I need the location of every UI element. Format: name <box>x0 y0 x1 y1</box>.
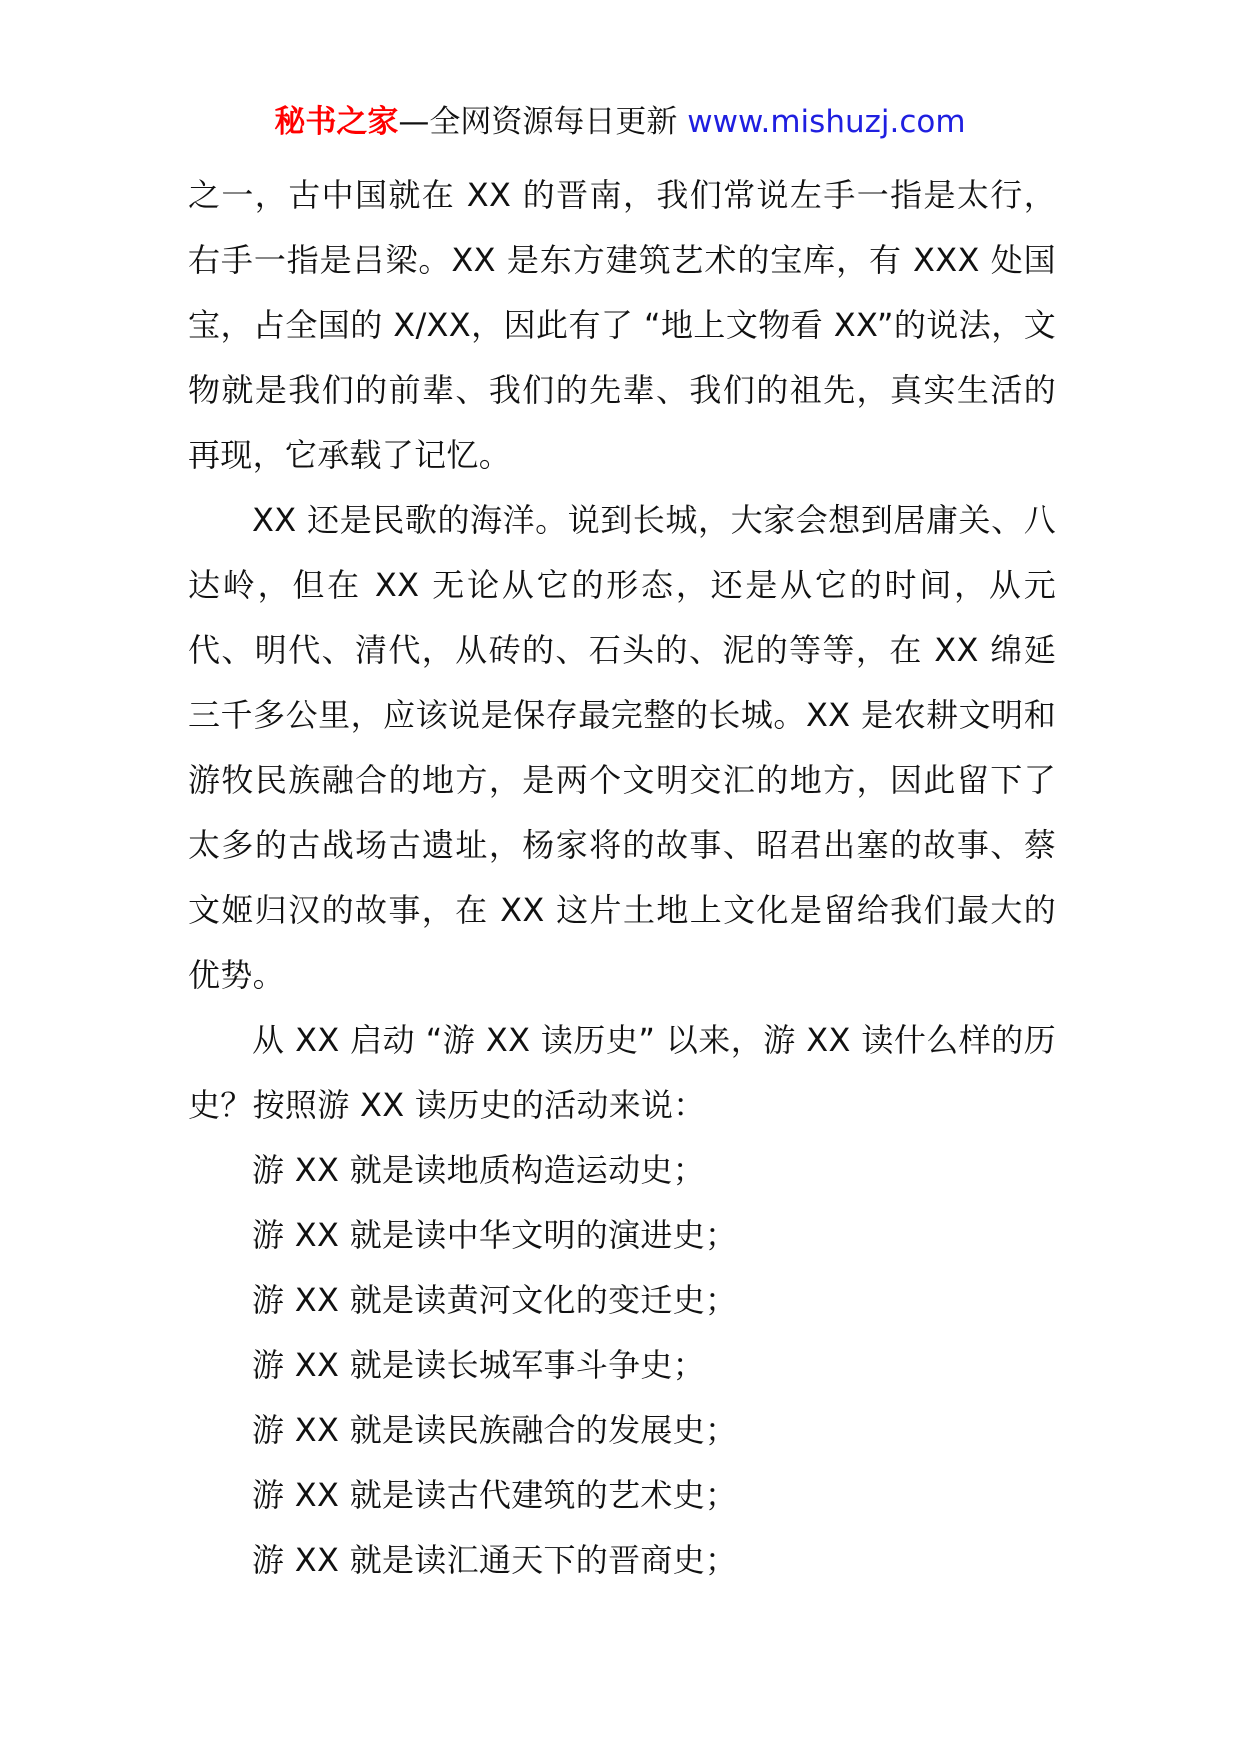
list-item: 游 XX 就是读长城军事斗争史； <box>252 1346 705 1384</box>
list-item: 游 XX 就是读古代建筑的艺术史； <box>252 1476 738 1514</box>
paragraph: 从 XX 启动 “游 XX 读历史” 以来，游 XX 读什么样的历史？按照游 XX 读历史的活动来说： <box>188 1021 1056 1124</box>
list-item: 游 XX 就是读地质构造运动史； <box>252 1151 705 1189</box>
list-item: 游 XX 就是读黄河文化的变迁史； <box>252 1281 738 1319</box>
page-header <box>0 100 1240 144</box>
document-body <box>188 163 1056 1593</box>
header-url-link[interactable]: www.mishuzj.com <box>687 104 966 140</box>
paragraph: XX 还是民歌的海洋。说到长城，大家会想到居庸关、八达岭，但在 XX 无论从它的形态，还是从它的时间，从元代、明代、清代，从砖的、石头的、泥的等等，在 XX 绵延三千多公里，应该说是保存最完整的长城。XX 是农耕文明和游牧民族融合的地方，是两个文明交汇的地方，因此留下了太多的古战场古遗址，杨家将的故事、昭君出塞的故事、蔡文姬归汉的故事，在 XX 这片土地上文化是留给我们最大的优势。 <box>188 501 1056 994</box>
list-item: 游 XX 就是读汇通天下的晋商史； <box>252 1541 738 1579</box>
list-item: 游 XX 就是读民族融合的发展史； <box>252 1411 738 1449</box>
header-tagline: —全网资源每日更新 <box>398 104 678 140</box>
header-brand: 秘书之家 <box>274 104 399 140</box>
list-item: 游 XX 就是读中华文明的演进史； <box>252 1216 738 1254</box>
paragraph: 之一，古中国就在 XX 的晋南，我们常说左手一指是太行，右手一指是吕梁。XX 是东方建筑艺术的宝库，有 XXX 处国宝，占全国的 X/XX，因此有了 “地上文物看 XX”的说法，文物就是我们的前辈、我们的先辈、我们的祖先，真实生活的再现，它承载了记忆。 <box>188 176 1056 474</box>
